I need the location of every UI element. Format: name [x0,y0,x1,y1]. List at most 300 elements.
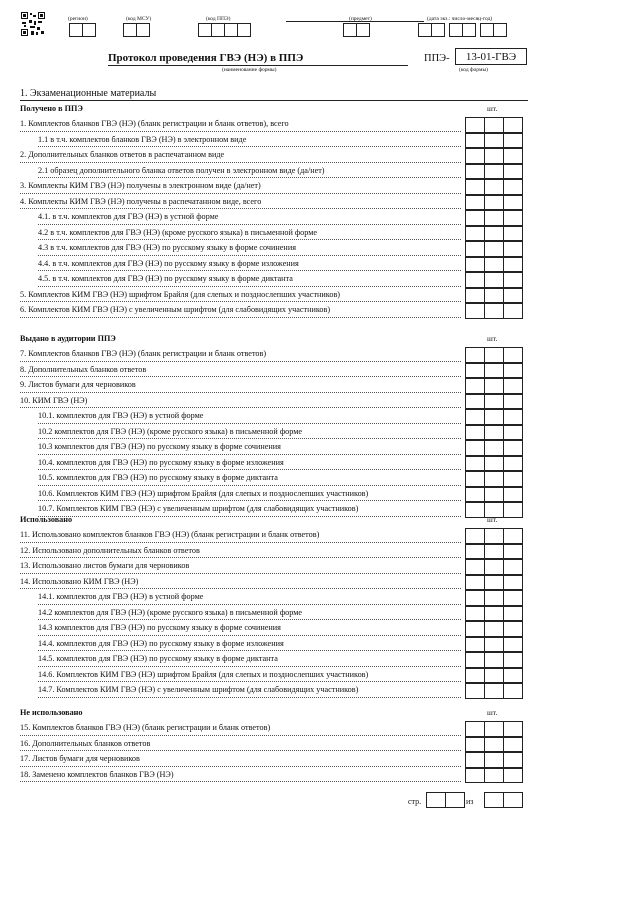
table-row [0,544,640,560]
digit-cell[interactable] [484,456,504,472]
digit-cell[interactable] [465,288,485,304]
page-of-label: из [466,797,474,806]
digit-cell[interactable] [484,621,504,637]
page-number-field[interactable] [426,792,464,807]
form-title: Протокол проведения ГВЭ (НЭ) в ППЭ [108,52,304,64]
digit-cell[interactable] [484,148,504,164]
row-label: 4.3 в т.ч. комплектов для ГВЭ (НЭ) по русскому языку в форме сочинения [38,243,296,252]
digit-cell[interactable] [503,347,523,363]
digit-cell[interactable] [503,257,523,273]
table-row [0,621,640,637]
digit-cell[interactable] [484,288,504,304]
row-dotted-line [38,500,461,501]
row-label: 14.1. комплектов для ГВЭ (НЭ) в устной форме [38,592,204,601]
table-row [0,179,640,195]
quantity-cells[interactable] [465,528,522,543]
quantity-cells[interactable] [465,257,522,272]
row-dotted-line [38,485,461,486]
ppe-code-label: (код ППЭ) [206,16,231,22]
table-row [0,668,640,684]
row-label: 10. КИМ ГВЭ (НЭ) [20,395,88,405]
digit-cell[interactable] [465,179,485,195]
row-label: 14.5. комплектов для ГВЭ (НЭ) по русскому языку в форме диктанта [38,654,278,663]
digit-cell[interactable] [465,471,485,487]
digit-cell[interactable] [484,226,504,242]
unit-label: шт. [487,334,498,343]
digit-cell[interactable] [465,257,485,273]
quantity-cells[interactable] [465,652,522,667]
group-title: Выдано в аудитории ППЭ [20,334,116,343]
row-label: 10.7. Комплектов КИМ ГВЭ (НЭ) с увеличенным шрифтом (для слабовидящих участников) [38,504,359,513]
ppe-code-field[interactable] [198,23,250,37]
row-dotted-line [20,208,461,209]
page-total-field[interactable] [484,792,522,807]
digit-cell[interactable] [465,117,485,133]
digit-cell[interactable] [503,148,523,164]
quantity-cells[interactable] [465,575,522,590]
digit-cell[interactable] [465,241,485,257]
digit-cell[interactable] [484,347,504,363]
digit-cell[interactable] [465,272,485,288]
table-row [0,133,640,149]
table-row [0,195,640,211]
table-row [0,226,640,242]
table-row [0,575,640,591]
digit-cell[interactable] [484,652,504,668]
digit-cell[interactable] [484,164,504,180]
digit-cell[interactable] [465,210,485,226]
quantity-cells[interactable] [465,363,522,378]
quantity-cells[interactable] [465,606,522,621]
digit-cell[interactable] [503,737,523,753]
digit-cell[interactable] [465,502,485,518]
row-label: 10.6. Комплектов КИМ ГВЭ (НЭ) шрифтом Брайля (для слепых и позднослепших участников) [38,488,369,498]
quantity-cells[interactable] [465,559,522,574]
digit-cell[interactable] [503,621,523,637]
row-dotted-line [38,650,461,651]
row-dotted-line [20,766,461,767]
table-row [0,272,640,288]
digit-cell[interactable] [503,272,523,288]
quantity-cells[interactable] [465,272,522,287]
row-dotted-line [20,750,461,751]
row-label: 8. Дополнительных бланков ответов [20,364,147,374]
table-row [0,303,640,319]
digit-cell[interactable] [503,487,523,503]
digit-cell[interactable] [503,544,523,560]
row-dotted-line [38,239,461,240]
quantity-cells[interactable] [465,768,522,783]
quantity-cells[interactable] [465,590,522,605]
row-dotted-line [20,573,461,574]
section-title: 1. Экзаменационные материалы [20,88,157,99]
row-dotted-line [38,454,461,455]
form-code-caption: (код формы) [459,67,488,73]
digit-cell[interactable] [465,378,485,394]
digit-cell[interactable] [465,226,485,242]
digit-cell[interactable] [484,257,504,273]
row-dotted-line [38,146,461,147]
table-row [0,363,640,379]
row-label: 14. Использовано КИМ ГВЭ (НЭ) [20,576,139,586]
row-label: 18. Заменено комплектов бланков ГВЭ (НЭ) [20,769,174,779]
digit-cell[interactable] [503,528,523,544]
row-label: 4. Комплекты КИМ ГВЭ (НЭ) получены в распечатанном виде, всего [20,196,262,206]
digit-cell[interactable] [484,487,504,503]
row-label: 16. Дополнительных бланков ответов [20,738,151,748]
digit-cell[interactable] [484,303,504,319]
digit-cell[interactable] [465,148,485,164]
table-row [0,606,640,622]
digit-cell[interactable] [465,487,485,503]
quantity-cells[interactable] [465,210,522,225]
row-dotted-line [20,392,461,393]
digit-cell[interactable] [484,241,504,257]
row-dotted-line [20,588,461,589]
digit-cell[interactable] [484,117,504,133]
digit-cell[interactable] [484,737,504,753]
row-label: 17. Листов бумаги для черновиков [20,754,140,763]
digit-cell[interactable] [484,378,504,394]
digit-cell[interactable] [503,502,523,518]
row-label: 6. Комплектов КИМ ГВЭ (НЭ) с увеличенным шрифтом (для слабовидящих участников) [20,305,331,314]
digit-cell[interactable] [465,409,485,425]
row-label: 12. Использовано дополнительных бланков ответов [20,545,200,555]
row-dotted-line [20,407,461,408]
quantity-cells[interactable] [465,347,522,362]
table-row [0,164,640,180]
quantity-cells[interactable] [465,288,522,303]
qr-code-icon [21,12,45,36]
unit-label: шт. [487,515,498,524]
row-label: 14.3 комплектов для ГВЭ (НЭ) по русскому языку в форме сочинения [38,623,281,632]
table-row [0,721,640,737]
digit-cell[interactable] [503,303,523,319]
digit-cell[interactable] [503,425,523,441]
form-code: 13-01-ГВЭ [455,48,527,65]
digit-cell[interactable] [503,117,523,133]
digit-cell[interactable] [503,409,523,425]
table-row [0,487,640,503]
row-dotted-line [20,542,461,543]
row-dotted-line [38,681,461,682]
table-row [0,471,640,487]
row-label: 7. Комплектов бланков ГВЭ (НЭ) (бланк регистрации и бланк ответов) [20,349,267,358]
page-label: стр. [408,797,422,806]
digit-cell[interactable] [484,363,504,379]
table-row [0,378,640,394]
digit-cell[interactable] [503,133,523,149]
digit-cell[interactable] [503,164,523,180]
digit-cell[interactable] [465,721,485,737]
digit-cell[interactable] [465,637,485,653]
msu-code-label: (код МСУ) [126,16,152,22]
digit-cell[interactable] [503,559,523,575]
row-label: 4.1. в т.ч. комплектов для ГВЭ (НЭ) в устной форме [38,212,219,221]
row-dotted-line [38,438,461,439]
digit-cell[interactable] [484,668,504,684]
quantity-cells[interactable] [465,752,522,767]
digit-cell[interactable] [503,378,523,394]
digit-cell[interactable] [484,272,504,288]
table-row [0,288,640,304]
table-row [0,768,640,784]
quantity-cells[interactable] [465,456,522,471]
digit-cell[interactable] [465,133,485,149]
quantity-cells[interactable] [465,179,522,194]
msu-code-field[interactable] [123,23,149,37]
digit-cell[interactable] [465,590,485,606]
row-label: 14.7. Комплектов КИМ ГВЭ (НЭ) с увеличенным шрифтом (для слабовидящих участников) [38,685,359,694]
row-label: 3. Комплекты КИМ ГВЭ (НЭ) получены в электронном виде (да/нет) [20,181,261,190]
digit-cell[interactable] [503,606,523,622]
digit-cell[interactable] [484,590,504,606]
table-row [0,752,640,768]
quantity-cells[interactable] [465,621,522,636]
digit-cell[interactable] [465,559,485,575]
digit-cell[interactable] [484,752,504,768]
row-label: 10.5. комплектов для ГВЭ (НЭ) по русскому языку в форме диктанта [38,473,278,482]
row-label: 4.2 в т.ч. комплектов для ГВЭ (НЭ) (кроме русского языка) в письменной форме [38,227,318,237]
row-dotted-line [38,604,461,605]
quantity-cells[interactable] [465,471,522,486]
row-dotted-line [38,255,461,256]
digit-cell[interactable] [503,226,523,242]
row-label: 1. Комплектов бланков ГВЭ (НЭ) (бланк регистрации и бланк ответов), всего [20,119,289,128]
quantity-cells[interactable] [465,487,522,502]
digit-cell[interactable] [484,606,504,622]
digit-cell[interactable] [503,768,523,784]
quantity-cells[interactable] [465,241,522,256]
quantity-cells[interactable] [465,117,522,132]
digit-cell[interactable] [484,195,504,211]
row-label: 9. Листов бумаги для черновиков [20,380,136,389]
quantity-cells[interactable] [465,683,522,698]
quantity-cells[interactable] [465,409,522,424]
table-row [0,347,640,363]
digit-cell[interactable] [503,637,523,653]
table-row [0,456,640,472]
quantity-cells[interactable] [465,195,522,210]
row-dotted-line [38,286,461,287]
row-dotted-line [38,635,461,636]
row-dotted-line [38,697,461,698]
digit-cell[interactable] [484,471,504,487]
row-label: 11. Использовано комплектов бланков ГВЭ (НЭ) (бланк регистрации и бланк ответов) [20,530,320,539]
digit-cell[interactable] [484,721,504,737]
table-row [0,210,640,226]
quantity-cells[interactable] [465,637,522,652]
exam-date-field[interactable] [418,23,506,37]
subject-label: (предмет) [349,16,372,22]
digit-cell[interactable] [484,575,504,591]
digit-cell[interactable] [503,363,523,379]
digit-cell[interactable] [465,606,485,622]
group-title: Получено в ППЭ [20,104,83,113]
digit-cell[interactable] [503,195,523,211]
table-row [0,637,640,653]
section-underline [20,100,528,101]
group-title: Не использовано [20,708,83,717]
row-dotted-line [20,162,461,163]
table-row [0,590,640,606]
digit-cell[interactable] [503,668,523,684]
digit-cell[interactable] [465,440,485,456]
row-dotted-line [38,619,461,620]
row-dotted-line [20,557,461,558]
row-label: 14.4. комплектов для ГВЭ (НЭ) по русскому языку в форме изложения [38,638,284,648]
digit-cell[interactable] [465,652,485,668]
row-label: 10.1. комплектов для ГВЭ (НЭ) в устной форме [38,411,204,420]
quantity-cells[interactable] [465,378,522,393]
digit-cell[interactable] [484,637,504,653]
table-row [0,559,640,575]
table-row [0,409,640,425]
exam-date-label: (дата экз.: число-месяц-год) [427,16,493,22]
digit-cell[interactable] [503,394,523,410]
quantity-cells[interactable] [465,226,522,241]
row-label: 4.4. в т.ч. комплектов для ГВЭ (НЭ) по русскому языку в форме изложения [38,258,299,268]
digit-cell[interactable] [503,288,523,304]
digit-cell[interactable] [503,456,523,472]
row-label: 10.3 комплектов для ГВЭ (НЭ) по русскому языку в форме сочинения [38,442,281,451]
table-row [0,148,640,164]
row-label: 10.2 комплектов для ГВЭ (НЭ) (кроме русского языка) в письменной форме [38,426,303,436]
digit-cell[interactable] [465,768,485,784]
table-row [0,241,640,257]
table-row [0,117,640,133]
digit-cell[interactable] [465,425,485,441]
digit-cell[interactable] [503,721,523,737]
digit-cell[interactable] [465,544,485,560]
row-label: 1.1 в т.ч. комплектов бланков ГВЭ (НЭ) в электронном виде [38,134,247,144]
row-dotted-line [38,423,461,424]
subject-line [286,21,424,22]
quantity-cells[interactable] [465,668,522,683]
table-row [0,528,640,544]
table-row [0,683,640,699]
digit-cell[interactable] [465,303,485,319]
row-dotted-line [38,270,461,271]
table-row [0,425,640,441]
digit-cell[interactable] [484,133,504,149]
table-row [0,652,640,668]
row-label: 5. Комплектов КИМ ГВЭ (НЭ) шрифтом Брайля (для слепых и позднослепших участников) [20,289,341,299]
quantity-cells[interactable] [465,148,522,163]
digit-cell[interactable] [465,621,485,637]
row-label: 13. Использовано листов бумаги для черновиков [20,561,190,570]
digit-cell[interactable] [465,394,485,410]
row-dotted-line [38,666,461,667]
title-underline [108,65,408,66]
quantity-cells[interactable] [465,164,522,179]
digit-cell[interactable] [465,528,485,544]
digit-cell[interactable] [465,164,485,180]
group-title: Использовано [20,515,73,524]
quantity-cells[interactable] [465,737,522,752]
row-dotted-line [20,781,461,782]
digit-cell[interactable] [484,768,504,784]
digit-cell[interactable] [503,440,523,456]
row-dotted-line [38,469,461,470]
digit-cell[interactable] [484,683,504,699]
row-dotted-line [20,301,461,302]
row-label: 2.1 образец дополнительного бланка ответов получен в электронном виде (да/нет) [38,165,325,175]
digit-cell[interactable] [484,544,504,560]
region-field[interactable] [69,23,95,37]
digit-cell[interactable] [465,363,485,379]
digit-cell[interactable] [484,409,504,425]
digit-cell[interactable] [503,652,523,668]
row-dotted-line [20,193,461,194]
row-label: 10.4. комплектов для ГВЭ (НЭ) по русскому языку в форме изложения [38,457,284,467]
digit-cell[interactable] [503,683,523,699]
digit-cell[interactable] [503,752,523,768]
unit-label: шт. [487,104,498,113]
row-label: 14.6. Комплектов КИМ ГВЭ (НЭ) шрифтом Брайля (для слепых и позднослепших участников) [38,669,369,679]
digit-cell[interactable] [503,241,523,257]
digit-cell[interactable] [484,559,504,575]
row-label: 14.2 комплектов для ГВЭ (НЭ) (кроме русского языка) в письменной форме [38,607,303,617]
row-dotted-line [20,131,461,132]
row-dotted-line [38,177,461,178]
row-dotted-line [20,317,461,318]
digit-cell[interactable] [484,394,504,410]
digit-cell[interactable] [465,668,485,684]
digit-cell[interactable] [484,528,504,544]
digit-cell[interactable] [503,179,523,195]
digit-cell[interactable] [503,471,523,487]
digit-cell[interactable] [503,210,523,226]
row-dotted-line [38,516,461,517]
digit-cell[interactable] [465,737,485,753]
digit-cell[interactable] [465,347,485,363]
table-row [0,737,640,753]
quantity-cells[interactable] [465,303,522,318]
quantity-cells[interactable] [465,394,522,409]
digit-cell[interactable] [465,752,485,768]
quantity-cells[interactable] [465,133,522,148]
form-title-caption: (наименование формы) [222,67,277,73]
digit-cell[interactable] [484,210,504,226]
subject-field[interactable] [343,23,369,37]
quantity-cells[interactable] [465,544,522,559]
table-row [0,502,640,518]
quantity-cells[interactable] [465,721,522,736]
digit-cell[interactable] [484,440,504,456]
quantity-cells[interactable] [465,440,522,455]
digit-cell[interactable] [465,683,485,699]
row-dotted-line [20,361,461,362]
digit-cell[interactable] [465,575,485,591]
row-dotted-line [20,376,461,377]
digit-cell[interactable] [465,456,485,472]
table-row [0,440,640,456]
row-dotted-line [20,735,461,736]
row-dotted-line [38,224,461,225]
digit-cell[interactable] [503,575,523,591]
digit-cell[interactable] [465,195,485,211]
digit-cell[interactable] [503,590,523,606]
digit-cell[interactable] [484,425,504,441]
row-label: 4.5. в т.ч. комплектов для ГВЭ (НЭ) по русскому языку в форме диктанта [38,274,293,283]
form-code-prefix: ППЭ- [424,53,450,64]
digit-cell[interactable] [484,179,504,195]
quantity-cells[interactable] [465,425,522,440]
unit-label: шт. [487,708,498,717]
table-row [0,257,640,273]
row-label: 15. Комплектов бланков ГВЭ (НЭ) (бланк регистрации и бланк ответов) [20,723,271,732]
